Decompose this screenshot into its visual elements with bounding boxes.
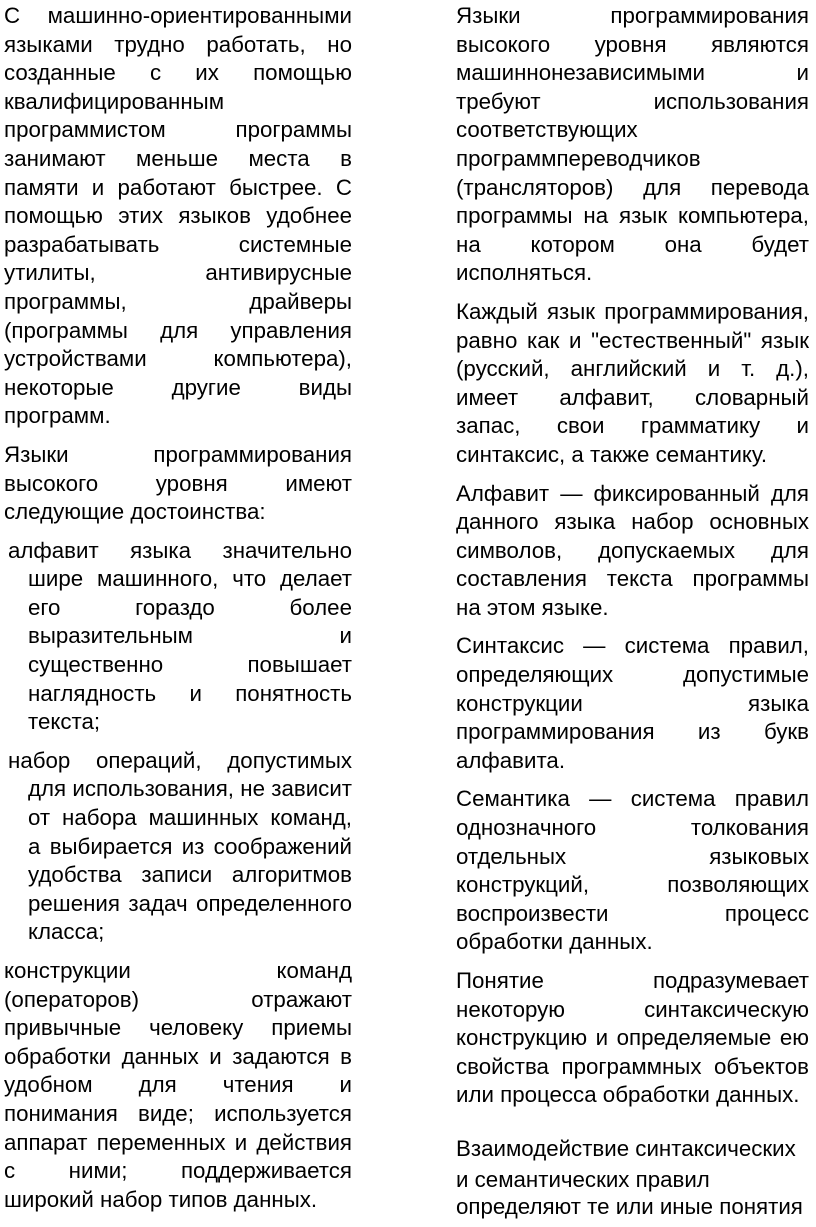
language-components-paragraph: Каждый язык программирования, равно как и "естественный" язык (русский, английский и т. д.), имеет алфавит, словарный запас, свои грамматику и синтаксис, а также семантику. <box>456 298 809 467</box>
advantages-heading: Языки программирования высокого уровня имеют следующие достоинства: <box>4 441 352 525</box>
advantage-item-operations: набор операций, допустимых для использования, не зависит от набора машинных команд, а выбирается из соображений удобства записи алгоритмов решения задач определенного класса; <box>8 747 352 945</box>
intro-paragraph: С машинно-ориентированными языками трудно работать, но созданные с их помощью квалифицированным программистом программы занимают меньше места в памяти и работают быстрее. С помощью этих языков удобнее разрабатывать системные утилиты, антивирусные программы, драйверы (программы для управления устройствами компьютера), некоторые другие виды программ. <box>4 3 352 429</box>
interaction-sentence-end: определяют те или иные понятия <box>456 1194 803 1219</box>
alphabet-definition: Алфавит — фиксированный для данного языка набор основных символов, допускаемых для составления текста программы на этом языке. <box>456 480 809 620</box>
right-column <box>456 2 809 1120</box>
concept-definition: Понятие подразумевает некоторую синтаксическую конструкцию и определяемые ею свойства программных объектов или процесса обработки данных. <box>456 968 809 1108</box>
syntax-definition: Синтаксис — система правил, определяющих допустимые конструкции языка программирования из букв алфавита. <box>456 633 809 773</box>
left-column <box>4 2 352 1224</box>
high-level-languages-paragraph: Языки программирования высокого уровня являются машиннонезависимыми и требуют использования соответствующих программпереводчиков (трансляторов) для перевода программы на язык компьютера, на котором она будет исполняться. <box>456 3 809 286</box>
semantics-definition: Семантика — система правил однозначного толкования отдельных языковых конструкций, позволяющих воспроизвести процесс обработки данных. <box>456 786 809 955</box>
advantage-item-alphabet: алфавит языка значительно шире машинного, что делает его гораздо более выразительным и существенно повышает наглядность и понятность текста; <box>8 537 352 735</box>
interaction-sentence-start: Взаимодействие синтаксических и семантических правил <box>456 1136 796 1192</box>
advantage-item-constructs: конструкции команд (операторов) отражают привычные человеку приемы обработки данных и задаются в удобном для чтения и понимания виде; используется аппарат переменных и действия с ними; поддерживается широкий набор типов данных. <box>4 958 352 1212</box>
